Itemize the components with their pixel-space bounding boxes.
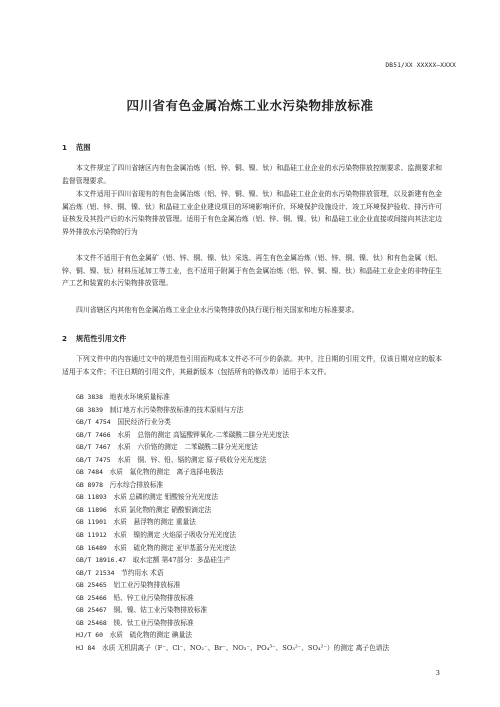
reference-item xyxy=(76,516,446,529)
section-1-paragraph: 本文件规定了四川省辖区内有色金属冶炼（铝、锌、铜、镍、钛）和晶硅工业企业的水污染物排放控制要求、监测要求和监督管理要求。 xyxy=(62,164,442,185)
reference-code: GB 25466 xyxy=(76,593,107,602)
reference-name: 水质 总铬的测定 高锰酸钾氧化-二苯碳酰二肼分光光度法 xyxy=(117,430,289,439)
reference-item xyxy=(76,604,446,617)
reference-name: 水质 六价铬的测定 二苯碳酰二肼分光光度法 xyxy=(117,443,258,452)
reference-name: 水质 氟化物的测定 离子选择电极法 xyxy=(109,468,224,477)
reference-code: GB 11893 xyxy=(76,493,107,502)
section-1-paragraph: 本文件不适用于有色金属矿（铝、锌、铜、镍、钛）采选、再生有色金属冶炼（铝、锌、铜、镍、钛）和有色金属（铝、锌、铜、镍、钛）材料压延加工等工业，也不适用于附属于有色金属冶炼（铝、锌、铜、镍、钛）和晶硅工业企业的非特征生产工艺和装置的水污染物排放管理。 xyxy=(62,254,442,288)
reference-code: GB 8978 xyxy=(76,480,103,489)
page-number: 3 xyxy=(435,669,440,677)
reference-name: 铝工业污染物排放标准 xyxy=(113,581,181,590)
reference-name: 取水定额 第47部分：多晶硅生产 xyxy=(132,556,231,565)
reference-name: 水质 无机阴离子（F⁻、Cl⁻、NO₂⁻、Br⁻、NO₃⁻、PO₄³⁻、SO₃²⁻、SO₄²⁻）的测定 离子色谱法 xyxy=(101,643,390,652)
reference-item xyxy=(76,642,446,655)
section-1-number: 1 xyxy=(62,143,68,152)
reference-code: GB 11896 xyxy=(76,505,107,514)
reference-item xyxy=(76,504,446,517)
section-2-intro: 下列文件中的内容通过文中的规范性引用而构成本文件必不可少的条款。其中，注日期的引用文件，仅该日期对应的版本适用于本文件；不注日期的引用文件，其最新版本（包括所有的修改单）适用于本文件。 xyxy=(62,355,442,376)
reference-item xyxy=(76,592,446,605)
reference-item xyxy=(76,416,446,429)
reference-item xyxy=(76,617,446,630)
reference-code: GB/T 18916.47 xyxy=(76,556,127,565)
reference-item xyxy=(76,529,446,542)
section-1-title: 范围 xyxy=(76,143,91,152)
reference-name: 水质 铜、锌、铅、镉的测定 原子吸收分光光度法 xyxy=(117,455,267,464)
section-1-heading xyxy=(62,143,90,153)
reference-code: GB 3839 xyxy=(76,405,103,414)
reference-code: GB/T 21534 xyxy=(76,568,115,577)
section-1-paragraph: 四川省辖区内其他有色金属冶炼工业企业水污染物排放仍执行现行相关国家和地方标准要求。 xyxy=(76,306,359,314)
reference-item xyxy=(76,441,446,454)
reference-item xyxy=(76,466,446,479)
reference-code: GB 25468 xyxy=(76,618,107,627)
reference-name: 地表水环境质量标准 xyxy=(109,393,170,401)
reference-item xyxy=(76,391,446,404)
reference-name: 制订地方水污染物排放标准的技术原则与方法 xyxy=(109,405,244,414)
reference-name: 水质 镍的测定 火焰原子吸收分光光度法 xyxy=(113,531,236,540)
reference-item xyxy=(76,554,446,567)
reference-name: 铜、镍、钴工业污染物排放标准 xyxy=(113,606,208,615)
section-1-paragraph: 本文件适用于四川省现有的有色金属冶炼（铝、锌、铜、镍、钛）和晶硅工业企业的水污染物排放管理，以及新建有色金属冶炼（铝、锌、铜、镍、钛）和晶硅工业企业建设项目的环境影响评价、环境保护设施设计、竣工环境保护验收、排污许可证核发及其投产后的水污染物排放管理。适用于有色金属冶炼（铝、锌、铜、镍、钛）和晶硅工业企业直接或间接向其法定边界外排放水污染物的行为 xyxy=(62,190,442,237)
reference-code: GB 11912 xyxy=(76,531,107,540)
document-code: DB51/XX XXXXX—XXXX xyxy=(385,62,456,69)
reference-item xyxy=(76,579,446,592)
reference-name: 国民经济行业分类 xyxy=(117,418,171,427)
page-title: 四川省有色金属冶炼工业水污染物排放标准 xyxy=(126,98,374,113)
reference-code: HJ 84 xyxy=(76,643,96,652)
reference-name: 污水综合排放标准 xyxy=(109,480,164,489)
reference-list xyxy=(76,391,446,654)
reference-item xyxy=(76,491,446,504)
reference-code: GB/T 4754 xyxy=(76,418,111,427)
reference-name: 节约用水 术语 xyxy=(121,568,164,577)
reference-code: GB 7484 xyxy=(76,468,103,477)
reference-code: GB 25467 xyxy=(76,606,107,615)
reference-item xyxy=(76,567,446,580)
reference-item xyxy=(76,479,446,492)
reference-code: GB/T 7466 xyxy=(76,430,111,439)
reference-name: 水质 悬浮物的测定 重量法 xyxy=(113,518,196,527)
reference-name: 水质 总磷的测定 钼酸铵分光光度法 xyxy=(113,493,219,502)
reference-item xyxy=(76,454,446,467)
reference-code: GB 16489 xyxy=(76,543,107,552)
reference-name: 水质 氯化物的测定 硝酸银滴定法 xyxy=(113,505,212,514)
reference-code: HJ/T 60 xyxy=(76,631,103,640)
reference-item xyxy=(76,542,446,555)
reference-code: GB 3838 xyxy=(76,393,103,401)
reference-code: GB/T 7467 xyxy=(76,443,111,452)
reference-code: GB/T 7475 xyxy=(76,455,111,464)
reference-item xyxy=(76,629,446,642)
reference-item xyxy=(76,404,446,417)
reference-name: 镁、钛工业污染物排放标准 xyxy=(113,618,194,627)
reference-item xyxy=(76,429,446,442)
reference-name: 水质 硫化物的测定 碘量法 xyxy=(109,631,192,640)
reference-name: 铅、锌工业污染物排放标准 xyxy=(113,593,194,602)
reference-code: GB 25465 xyxy=(76,581,107,590)
reference-name: 水质 硫化物的测定 亚甲基蓝分光光度法 xyxy=(113,543,236,552)
section-2-title: 规范性引用文件 xyxy=(76,334,127,343)
section-2-number: 2 xyxy=(62,334,68,343)
section-2-heading xyxy=(62,334,126,344)
reference-code: GB 11901 xyxy=(76,518,107,527)
